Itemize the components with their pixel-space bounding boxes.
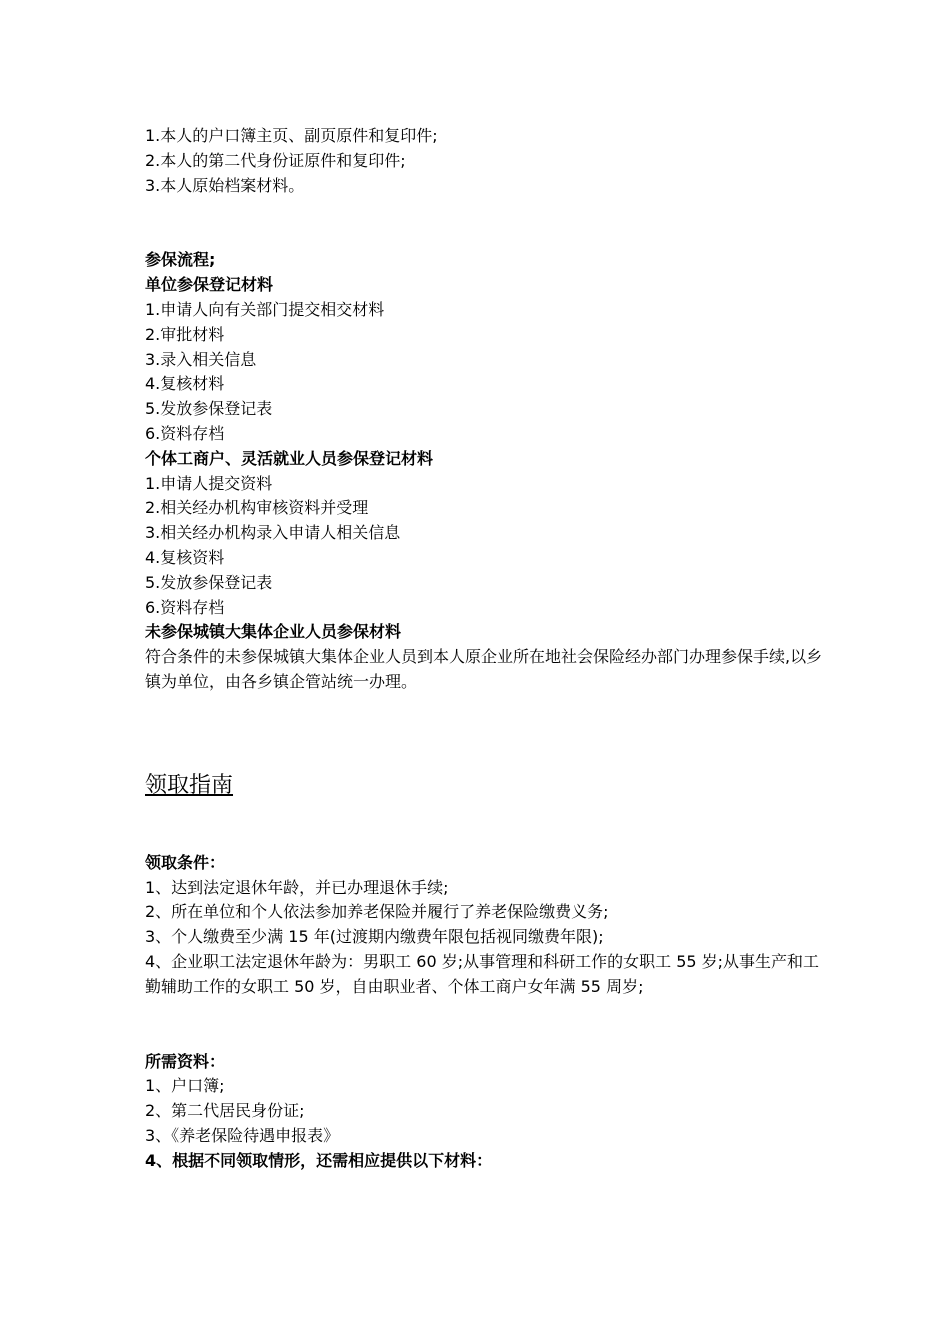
individual-step-5: 5.发放参保登记表 [145,572,273,592]
unit-step-1: 1.申请人向有关部门提交相交材料 [145,299,385,319]
document-page [145,124,835,1174]
unit-step-2: 2.审批材料 [145,324,225,344]
process-heading: 参保流程; [145,250,216,270]
guide-title: 领取指南 [145,772,234,798]
spacer [145,801,835,851]
spacer [145,695,835,771]
unit-process-heading: 单位参保登记材料 [145,275,274,295]
individual-step-4: 4.复核资料 [145,547,225,567]
conditions-heading: 领取条件： [145,852,226,872]
individual-step-2: 2.相关经办机构审核资料并受理 [145,498,369,518]
individual-step-6: 6.资料存档 [145,597,225,617]
condition-item-2: 2、所在单位和个人依法参加养老保险并履行了养老保险缴费义务; [145,902,609,922]
collective-process-text: 符合条件的未参保城镇大集体企业人员到本人原企业所在地社会保险经办部门办理参保手续,以乡镇为单位，由各乡镇企管站统一办理。 [145,647,823,691]
unit-step-4: 4.复核材料 [145,374,225,394]
material-item-2: 2、第二代居民身份证; [145,1101,305,1121]
spacer [145,198,835,248]
material-item-4: 4、根据不同领取情形，还需相应提供以下材料： [145,1150,493,1170]
individual-process-heading: 个体工商户、灵活就业人员参保登记材料 [145,448,434,468]
material-item-3: 3、《养老保险待遇申报表》 [145,1125,340,1145]
spacer [145,1000,835,1050]
individual-step-1: 1.申请人提交资料 [145,473,273,493]
condition-item-1: 1、达到法定退休年龄，并已办理退休手续; [145,877,449,897]
material-item-1: 1、户口簿; [145,1076,225,1096]
materials-heading: 所需资料： [145,1051,226,1071]
condition-item-3: 3、个人缴费至少满 15 年(过渡期内缴费年限包括视同缴费年限); [145,927,604,947]
unit-step-5: 5.发放参保登记表 [145,399,273,419]
unit-step-6: 6.资料存档 [145,423,225,443]
individual-step-3: 3.相关经办机构录入申请人相关信息 [145,523,401,543]
required-doc-2: 2.本人的第二代身份证原件和复印件; [145,150,406,170]
unit-step-3: 3.录入相关信息 [145,349,257,369]
collective-process-heading: 未参保城镇大集体企业人员参保材料 [145,622,402,642]
required-doc-3: 3.本人原始档案材料。 [145,175,305,195]
required-doc-1: 1.本人的户口簿主页、副页原件和复印件; [145,126,438,145]
condition-item-4: 4、企业职工法定退休年龄为：男职工 60 岁;从事管理和科研工作的女职工 55 岁;从事生产和工勤辅助工作的女职工 50 岁，自由职业者、个体工商户女年满 55 周岁; [145,951,820,996]
